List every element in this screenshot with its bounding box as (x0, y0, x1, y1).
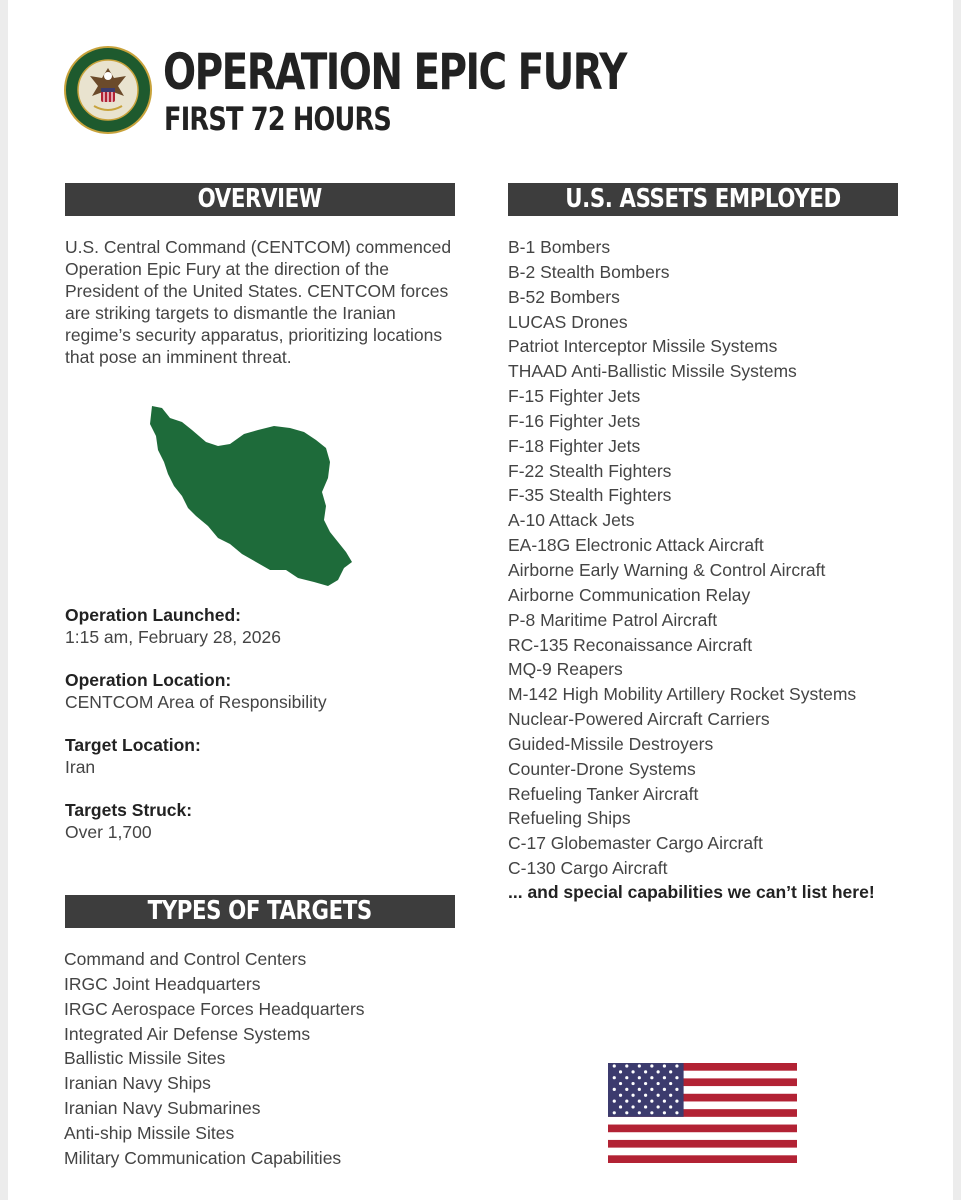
list-item: IRGC Joint Headquarters (64, 973, 261, 994)
flag-star (663, 1076, 666, 1079)
flag-star (613, 1076, 616, 1079)
flag-star (669, 1105, 672, 1108)
list-item: Integrated Air Defense Systems (64, 1023, 311, 1044)
list-item: THAAD Anti-Ballistic Missile Systems (508, 361, 797, 382)
list-item: Command and Control Centers (64, 949, 307, 969)
list-item: Refueling Ships (508, 808, 631, 829)
flag-star (675, 1076, 678, 1079)
list-item: Ballistic Missile Sites (64, 1048, 226, 1069)
flag-star (625, 1076, 628, 1079)
list-item: F-22 Stealth Fighters (508, 460, 672, 481)
list-item: LUCAS Drones (508, 311, 628, 332)
flag-star (663, 1100, 666, 1103)
list-item: RC-135 Reconaissance Aircraft (508, 634, 753, 655)
list-item: A-10 Attack Jets (508, 510, 635, 531)
list-item: P-8 Maritime Patrol Aircraft (508, 609, 718, 630)
flag-star (613, 1064, 616, 1067)
flag-star (613, 1088, 616, 1091)
assets-heading: U.S. ASSETS EMPLOYED (565, 184, 841, 214)
flag-star (663, 1088, 666, 1091)
flag-star (619, 1070, 622, 1073)
flag-star (613, 1111, 616, 1114)
flag-star (657, 1105, 660, 1108)
flag-star (650, 1111, 653, 1114)
flag-star (631, 1082, 634, 1085)
flag-star (657, 1082, 660, 1085)
flag-star (663, 1111, 666, 1114)
flag-star (644, 1094, 647, 1097)
flag-star (669, 1094, 672, 1097)
list-item: C-130 Cargo Aircraft (508, 858, 668, 879)
fact-value: CENTCOM Area of Responsibility (65, 692, 327, 712)
special-capabilities-note: ... and special capabilities we can’t list here! (508, 882, 875, 902)
page-subtitle: FIRST 72 HOURS (164, 100, 391, 138)
flag-star (650, 1100, 653, 1103)
fact-label: Targets Struck: (65, 800, 193, 820)
flag-star (625, 1100, 628, 1103)
list-item: Military Communication Capabilities (64, 1147, 342, 1168)
assets-heading-bar (508, 183, 898, 216)
flag-star (657, 1070, 660, 1073)
targets-heading: TYPES OF TARGETS (147, 896, 373, 926)
flag-star (675, 1088, 678, 1091)
flag-star (650, 1088, 653, 1091)
flag-stripe (608, 1125, 797, 1133)
list-item: C-17 Globemaster Cargo Aircraft (508, 833, 763, 854)
list-item: Nuclear-Powered Aircraft Carriers (508, 709, 770, 730)
overview-heading: OVERVIEW (197, 184, 323, 214)
flag-star (619, 1094, 622, 1097)
list-item: B-1 Bombers (508, 237, 611, 257)
flag-star (675, 1100, 678, 1103)
flag-star (657, 1094, 660, 1097)
flag-star (638, 1064, 641, 1067)
list-item: F-18 Fighter Jets (508, 435, 641, 456)
list-item: B-2 Stealth Bombers (508, 261, 670, 282)
list-item: F-35 Stealth Fighters (508, 485, 672, 506)
list-item: EA-18G Electronic Attack Aircraft (508, 535, 764, 556)
flag-star (638, 1100, 641, 1103)
flag-star (644, 1105, 647, 1108)
flag-star (669, 1082, 672, 1085)
fact-operation-location (65, 669, 455, 734)
list-item: F-16 Fighter Jets (508, 410, 641, 431)
list-item: MQ-9 Reapers (508, 659, 623, 680)
fact-target-location (65, 734, 455, 799)
flag-star (650, 1064, 653, 1067)
flag-star (619, 1105, 622, 1108)
fact-value: Over 1,700 (65, 822, 152, 842)
fact-label: Target Location: (65, 735, 201, 755)
flag-star (638, 1111, 641, 1114)
list-item: Counter-Drone Systems (508, 758, 696, 779)
flag-star (644, 1082, 647, 1085)
flag-star (644, 1070, 647, 1073)
flag-star (631, 1094, 634, 1097)
flag-star (625, 1111, 628, 1114)
list-item: Iranian Navy Submarines (64, 1098, 261, 1119)
list-item: Refueling Tanker Aircraft (508, 783, 699, 804)
flag-star (650, 1076, 653, 1079)
list-item: M-142 High Mobility Artillery Rocket Systems (508, 684, 857, 705)
page-title: OPERATION EPIC FURY (163, 43, 626, 101)
list-item: Patriot Interceptor Missile Systems (508, 336, 778, 357)
fact-value: 1:15 am, February 28, 2026 (65, 627, 281, 647)
fact-targets-struck (65, 799, 455, 864)
list-item: B-52 Bombers (508, 286, 620, 307)
flag-star (669, 1070, 672, 1073)
iran-map (148, 404, 352, 590)
flag-star (675, 1064, 678, 1067)
targets-list (64, 947, 365, 1171)
flag-star (663, 1064, 666, 1067)
list-item: Guided-Missile Destroyers (508, 733, 714, 754)
list-item: F-15 Fighter Jets (508, 386, 641, 407)
overview-text: U.S. Central Command (CENTCOM) commenced Operation Epic Fury at the direction of the President of the United States. CENTCOM forces are striking targets to dismantle the Iranian regime’s security apparatus, prioritizing locations that pose an imminent threat. (65, 237, 452, 367)
fact-value: Iran (65, 757, 96, 777)
us-flag (608, 1063, 797, 1163)
targets-heading-bar (65, 895, 455, 928)
fact-operation-launched (65, 604, 455, 669)
flag-star (619, 1082, 622, 1085)
list-item: Iranian Navy Ships (64, 1073, 211, 1094)
overview-heading-bar (65, 183, 455, 216)
fact-label: Operation Launched: (65, 605, 241, 625)
flag-stripe (608, 1140, 797, 1148)
flag-star (631, 1070, 634, 1073)
list-item: Airborne Early Warning & Control Aircraft (508, 559, 826, 580)
list-item: Anti-ship Missile Sites (64, 1122, 235, 1143)
flag-star (675, 1111, 678, 1114)
flag-star (613, 1100, 616, 1103)
flag-star (638, 1088, 641, 1091)
assets-list (508, 235, 856, 881)
flag-star (625, 1064, 628, 1067)
list-item: IRGC Aerospace Forces Headquarters (64, 998, 365, 1019)
fact-label: Operation Location: (65, 670, 232, 690)
flag-stripe (608, 1155, 797, 1163)
flag-star (638, 1076, 641, 1079)
operation-facts (65, 604, 455, 864)
flag-star (625, 1088, 628, 1091)
flag-star (631, 1105, 634, 1108)
list-item: Airborne Communication Relay (508, 584, 751, 605)
centcom-seal-logo (64, 46, 152, 134)
